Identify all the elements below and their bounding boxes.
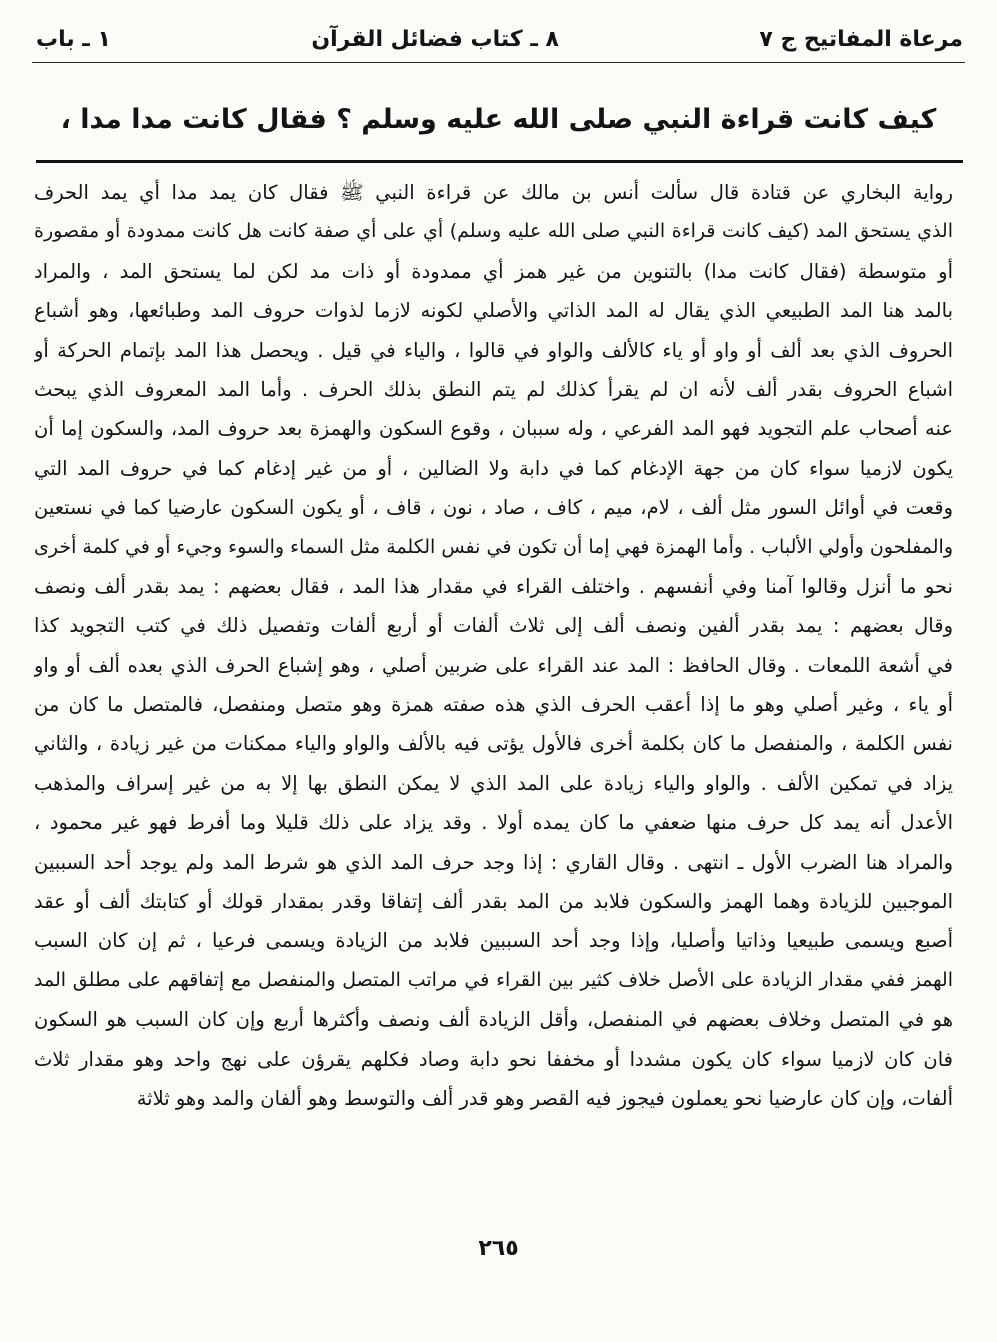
text-line: عنه أصحاب علم التجويد فهو المد الفرعي ، وله سببان ، وقوع السكون والهمزة بعد حروف المد، والسكون إما أن xyxy=(34,417,953,441)
text-line: هو في المتصل وخلاف بعضهم في المنفصل، وأقل الزيادة ألف ونصف وأكثرها أربع وإن كان السبب هو السكون xyxy=(34,1008,953,1032)
text-line: ألفات، وإن كان عارضيا نحو يعملون فيجوز فيه القصر وهو قدر ألف والتوسط وهو ألفان والمد وهو ثلاثة xyxy=(136,1086,953,1110)
text-line: في أشعة اللمعات . وقال الحافظ : المد عند القراء على ضربين أصلي ، وهو إشباع الحرف الذي بعده ألف أو واو xyxy=(34,653,953,677)
text-line: والمفلحون وأولي الألباب . وأما الهمزة فهي إما أن تكون في نفس الكلمة مثل السماء والسوء وجيء أو في كلمة أخرى xyxy=(34,535,953,558)
text-line: الأعدل أنه يمد كل حرف منها ضعفي ما كان يمده أولا . وقد يزاد على ذلك قليلا وما أفرط فهو غير محمود ، xyxy=(34,811,953,835)
text-line: يزاد في تمكين الألف . والواو والياء زيادة على المد الذي لا يمكن النطق بها إلا به من غير إسراف والمذهب xyxy=(34,771,953,795)
text-line: وقعت في أوائل السور مثل ألف ، لام، ميم ، كاف ، صاد ، نون ، قاف ، أو يكون السكون عارضيا كما في نستعين xyxy=(34,496,953,520)
text-line: يكون لازميا سواء كان من جهة الإدغام كما في دابة ولا الضالين ، أو من غير إدغام كما في حروف المد التي xyxy=(34,456,953,480)
hadith-heading: كيف كانت قراءة النبي صلى الله عليه وسلم ؟ فقال كانت مدا مدا ، xyxy=(60,104,937,135)
text-line: أو متوسطة (فقال كانت مدا) بالتنوين من غير همز أي ممدودة أو ذات مد لكن لما يستحق المد ، والمراد xyxy=(34,259,953,283)
header-section-label: ١ ـ باب xyxy=(36,26,111,52)
text-line: فان كان لازميا سواء كان يكون مشددا أو مخففا نحو دابة وصاد فكلهم يقرؤن على نهج واحد وهو مقدار ثلاث xyxy=(34,1047,953,1071)
text-line: الحروف الذي بعد ألف أو واو أو ياء كالألف والواو في قالوا ، والياء في قيل . ويحصل هذا المد بإتمام الحركة أو xyxy=(34,338,953,362)
text-line: رواية البخاري عن قتادة قال سألت أنس بن مالك عن قراءة النبي ﷺ فقال كان يمد مدا أي يمد الحرف xyxy=(34,181,953,204)
text-line: والمراد هنا الضرب الأول ـ انتهى . وقال القاري : إذا وجد حرف المد الذي هو شرط المد ولم يوجد أحد السببين xyxy=(34,850,953,874)
header-chapter-title: ٨ ـ كتاب فضائل القرآن xyxy=(311,26,559,52)
text-line: أو ياء ، وغير أصلي وهو ما إذا أعقب الحرف الذي هذه صفته همزة وهو متصل ومنفصل، فالمتصل ما كان من xyxy=(34,693,953,717)
text-line: اشباع الحروف بقدر ألف لأنه ان لم يقرأ كذلك لم يتم النطق بذلك الحرف . وأما المد المعروف الذي يبحث xyxy=(34,377,953,401)
header-book-title: مرعاة المفاتيح ج ٧ xyxy=(759,26,963,52)
text-line: بالمد هنا المد الطبيعي الذي يقال له المد الذاتي والأصلي لكونه لازما لذوات حروف المد وطبائعها، وهو أشباع xyxy=(34,299,953,323)
commentary-body xyxy=(34,173,953,1118)
running-header xyxy=(36,22,963,56)
text-line: نحو ما أنزل وقالوا آمنا وفي أنفسهم . واختلف القراء في مقدار هذا المد ، فقال بعضهم : يمد بقدر ألف ونصف xyxy=(34,574,953,598)
text-line: الموجبين للزيادة وهما الهمز والسكون فلابد من المد بقدر ألف إتفاقا وقدر بمقدار قولك أو كتابتك ألف أو عقد xyxy=(34,890,953,914)
heading-divider xyxy=(36,160,963,163)
page-number: ٢٦٥ xyxy=(478,1236,519,1261)
text-line: الذي يستحق المد (كيف كانت قراءة النبي صلى الله عليه وسلم) أي على أي صفة كانت هل كانت ممدودة أو مقصورة xyxy=(34,220,953,243)
text-line: نفس الكلمة ، والمنفصل ما كان بكلمة أخرى فالأول يؤتى فيه بالألف والواو والياء ممكنات من غير زيادة ، والثاني xyxy=(34,732,953,756)
header-divider xyxy=(32,62,965,63)
text-line: وقال بعضهم : يمد بقدر ألفين ونصف ألف إلى ثلاث ألفات أو أربع ألفات وتفصيل ذلك في كتب التجويد كذا xyxy=(34,614,953,638)
text-line: أصبع ويسمى طبيعيا وذاتيا وأصليا، وإذا وجد أحد السببين فلابد من الزيادة ويسمى فرعيا ، ثم إن كان السبب xyxy=(34,929,953,953)
text-line: الهمز ففي مقدار الزيادة على الأصل خلاف كثير بين القراء في مراتب المتصل والمنفصل مع إتفاقهم على مطلق المد xyxy=(34,968,953,991)
